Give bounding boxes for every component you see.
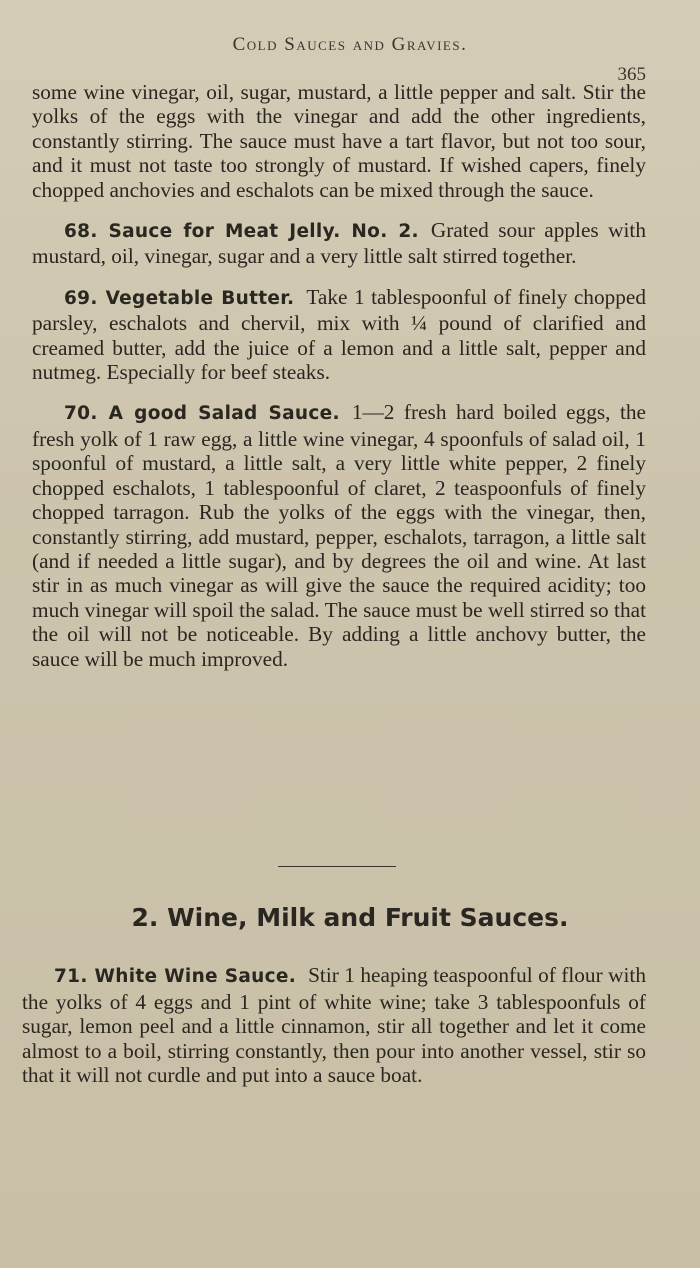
page-number: 365 [617,64,646,85]
page-body [32,80,646,687]
recipe-body: Grated sour apples with mustard, oil, vinegar, sugar and a very little salt stirred together. [32,218,646,269]
section-divider [278,866,396,867]
recipe-69 [32,285,646,385]
recipe-body: Take 1 tablespoonful of finely chopped parsley, eschalots and chervil, mix with ¼ pound of clarified and creamed butter, add the juice of a lemon and a little salt, pepper and nutmeg. Especially for beef steaks. [32,284,646,385]
page-body-lower [22,963,646,1104]
recipe-title: 71. White Wine Sauce. [54,966,297,987]
recipe-title: 70. A good Salad Sauce. [64,403,340,425]
continuation-paragraph: some wine vinegar, oil, sugar, mustard, a little pepper and salt. Stir the yolks of the eggs with the vinegar and add the other ingredients, constantly stirring. The sauce must have a tart flavor, but not too sour, and it must not taste too strongly of mustard. If wished capers, finely chopped anchovies and eschalots can be mixed through the sauce. [32,80,646,202]
recipe-71 [22,963,646,1088]
running-header: Cold Sauces and Gravies. [232,34,468,55]
recipe-title: 68. Sauce for Meat Jelly. No. 2. [64,221,419,243]
recipe-70 [32,400,646,670]
recipe-body: Stir 1 heaping teaspoonful of flour with the yolks of 4 eggs and 1 pint of white wine; take 3 tablespoonfuls of sugar, lemon peel and a little cinnamon, stir all together and let it come almost to a boil, stirring constantly, then pour into another vessel, stir so that it will not curdle and put into a sauce boat. [22,963,646,1087]
recipe-68 [32,218,646,269]
section-heading: 2. Wine, Milk and Fruit Sauces. [131,903,569,932]
recipe-body: 1—2 fresh hard boiled eggs, the fresh yolk of 1 raw egg, a little wine vinegar, 4 spoonfuls of salad oil, 1 spoonful of mustard, a little salt, a very little white pepper, 2 finely chopped eschalots, 1 tablespoonful of claret, 2 teaspoonfuls of finely chopped tarragon. Rub the yolks of the eggs with the vinegar, then, constantly stirring, add mustard, pepper, eschalots, tarragon, a little salt (and if needed a little sugar), and by degrees the oil and wine. At last stir in as much vinegar as will give the sauce the required acidity; too much vinegar will spoil the salad. The sauce must be well stirred so that the oil will not be noticeable. By adding a little anchovy butter, the sauce will be much improved. [32,400,646,671]
recipe-title: 69. Vegetable Butter. [64,287,295,309]
